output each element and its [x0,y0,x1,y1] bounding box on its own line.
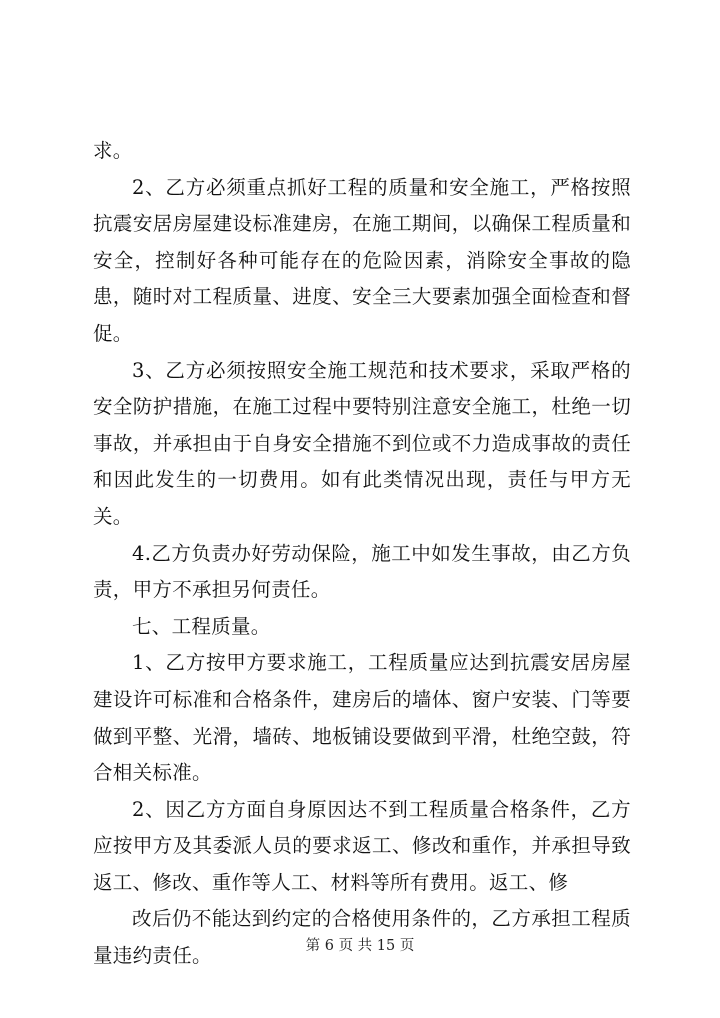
paragraph-quality-2-cont: 改后仍不能达到约定的合格使用条件的，乙方承担工程质量违约责任。 [93,907,631,968]
page-number-footer: 第 6 页 共 15 页 [305,938,415,954]
document-body [93,133,631,975]
paragraph-continuation: 求。 [93,139,133,162]
paragraph-clause-2-safety: 2、乙方必须重点抓好工程的质量和安全施工，严格按照抗震安居房屋建设标准建房，在施工期间，以确保工程质量和安全，控制好各种可能存在的危险因素，消除安全事故的隐患，随时对工程质量、进度、安全三大要素加强全面检查和督促。 [93,175,631,345]
paragraph-clause-4-insurance: 4.乙方负责办好劳动保险，施工中如发生事故，由乙方负责，甲方不承担另何责任。 [93,541,631,602]
section-heading-quality: 七、工程质量。 [132,614,271,638]
paragraph-clause-3-safety-measures: 3、乙方必须按照安全施工规范和技术要求，采取严格的安全防护措施，在施工过程中要特别注意安全施工，杜绝一切事故，并承担由于自身安全措施不到位或不力造成事故的责任和因此发生的一切费用。如有此类情况出现，责任与甲方无关。 [93,358,631,528]
paragraph-quality-2: 2、因乙方方面自身原因达不到工程质量合格条件，乙方应按甲方及其委派人员的要求返工、修改和重作，并承担导致返工、修改、重作等人工、材料等所有费用。返工、修 [93,797,631,894]
paragraph-quality-1: 1、乙方按甲方要求施工，工程质量应达到抗震安居房屋建设许可标准和合格条件，建房后的墙体、窗户安装、门等要做到平整、光滑，墙砖、地板铺设要做到平滑，杜绝空鼓，符合相关标准。 [93,651,631,785]
